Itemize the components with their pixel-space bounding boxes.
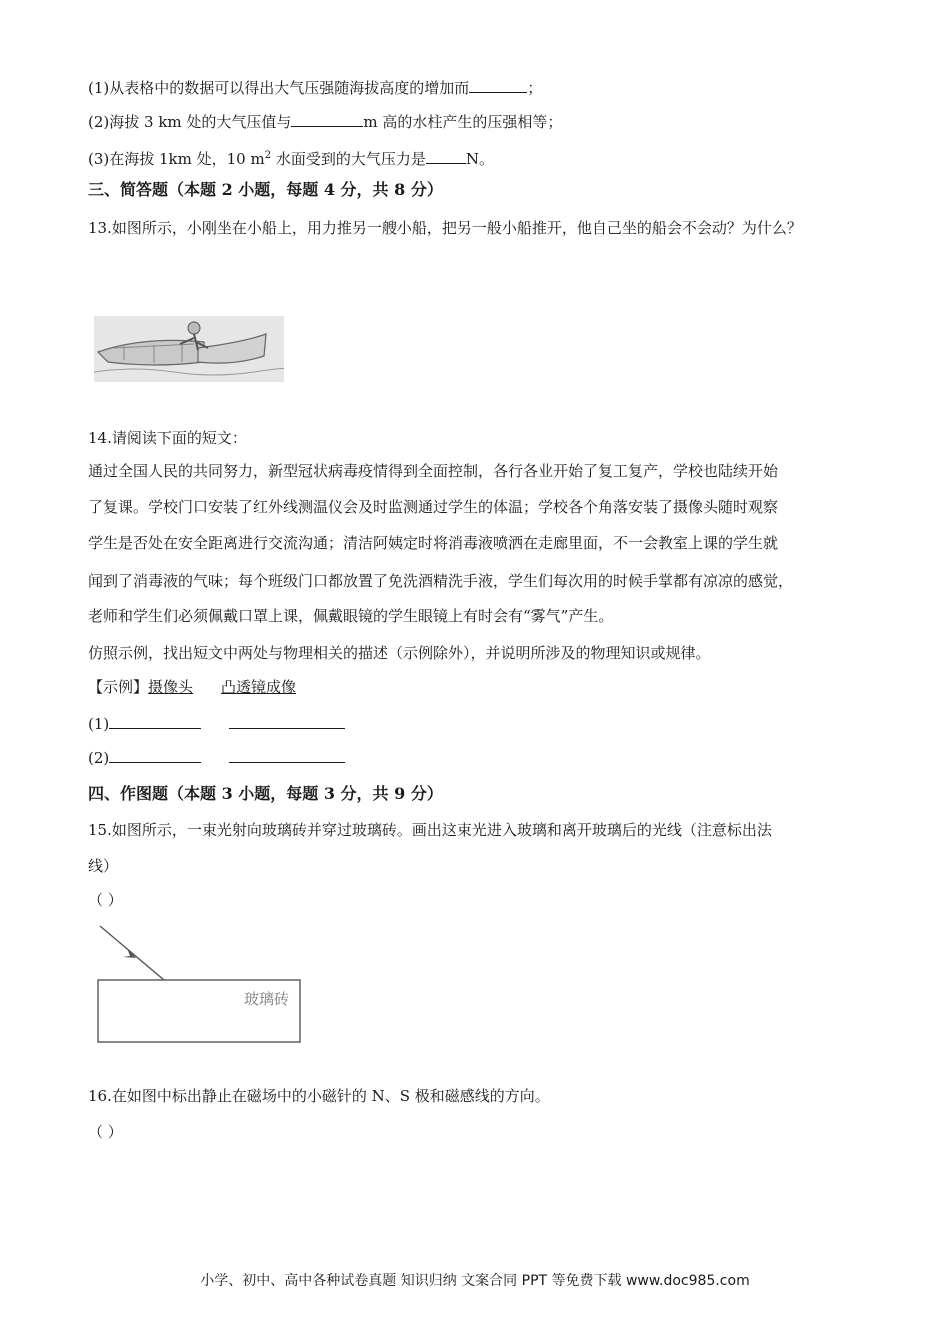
q12-part3-text: (3)在海拔 1km 处，10 m xyxy=(88,150,265,168)
section4-heading: 四、作图题（本题 3 小题，每题 3 分，共 9 分） xyxy=(88,784,443,803)
q12-part1 xyxy=(88,78,542,98)
answer-2-law-blank[interactable] xyxy=(229,748,345,763)
q15-answer-paren: （ ） xyxy=(88,891,123,909)
q15-line-2: 线） xyxy=(88,857,119,875)
q12-part1-text: (1)从表格中的数据可以得出大气压强随海拔高度的增加而 xyxy=(88,79,470,97)
q12-part1-end: ； xyxy=(527,79,543,97)
boat-illustration xyxy=(94,316,284,382)
q14-passage-line-3: 学生是否处在安全距离进行交流沟通；清洁阿姨定时将消毒液喷洒在走廊里面，不一会教室上课的学生就 xyxy=(88,534,779,552)
q16-text: 16.在如图中标出静止在磁场中的小磁针的 N、S 极和磁感线的方向。 xyxy=(88,1087,550,1105)
q14-passage-line-4: 闻到了消毒液的气味；每个班级门口都放置了免洗酒精洗手液，学生们每次用的时候手掌都有凉凉的感觉， xyxy=(88,572,794,590)
example-item: 摄像头 xyxy=(148,678,194,696)
answer-1-law-blank[interactable] xyxy=(229,714,345,729)
q13-text: 13.如图所示，小刚坐在小船上，用力推另一艘小船，把另一般小船推开，他自己坐的船会不会动？为什么？ xyxy=(88,219,802,237)
q14-passage-line-5: 老师和学生们必须佩戴口罩上课，佩戴眼镜的学生眼镜上有时会有“雾气”产生。 xyxy=(88,607,614,625)
section3-heading: 三、简答题（本题 2 小题，每题 4 分，共 8 分） xyxy=(88,180,443,199)
q12-part1-blank[interactable] xyxy=(469,78,527,93)
q15-line-1: 15.如图所示，一束光射向玻璃砖并穿过玻璃砖。画出这束光进入玻璃和离开玻璃后的光线（注意标出法 xyxy=(88,821,772,839)
answer-2-label: (2) xyxy=(88,749,110,767)
q12-part3-mid: 水面受到的大气压力是 xyxy=(271,150,426,168)
glass-brick-diagram xyxy=(92,924,306,1048)
light-arrow-icon xyxy=(123,948,136,958)
example-law: 凸透镜成像 xyxy=(221,678,297,696)
answer-1-item-blank[interactable] xyxy=(109,714,201,729)
example-label: 【示例】 xyxy=(88,678,149,696)
q14-title: 14.请阅读下面的短文： xyxy=(88,429,247,447)
q14-passage-line-1: 通过全国人民的共同努力，新型冠状病毒疫情得到全面控制，各行各业开始了复工复产，学校也陆续开始 xyxy=(88,462,779,480)
q12-part3-blank[interactable] xyxy=(426,149,466,164)
q12-part3-superscript: 2 xyxy=(264,150,272,161)
q12-part3-end: N。 xyxy=(465,150,495,168)
answer-1-label: (1) xyxy=(88,715,110,733)
q14-example xyxy=(88,677,296,697)
page-footer: 小学、初中、高中各种试卷真题 知识归纳 文案合同 PPT 等免费下载 www.doc985.com xyxy=(200,1273,750,1289)
glass-brick-label: 玻璃砖 xyxy=(244,990,290,1008)
q12-part2 xyxy=(88,112,562,132)
q12-part3 xyxy=(88,146,494,169)
q14-instruction: 仿照示例，找出短文中两处与物理相关的描述（示例除外），并说明所涉及的物理知识或规律。 xyxy=(88,644,711,662)
q12-part2-blank[interactable] xyxy=(291,112,363,127)
q14-answer-1 xyxy=(88,714,345,734)
q12-part2-text: (2)海拔 3 km 处的大气压值与 xyxy=(88,113,292,131)
q16-answer-paren: （ ） xyxy=(88,1123,123,1141)
q14-answer-2 xyxy=(88,748,345,768)
answer-2-item-blank[interactable] xyxy=(109,748,201,763)
q14-passage-line-2: 了复课。学校门口安装了红外线测温仪会及时监测通过学生的体温；学校各个角落安装了摄像头随时观察 xyxy=(88,498,779,516)
q12-part2-end: m 高的水柱产生的压强相等； xyxy=(363,113,563,131)
